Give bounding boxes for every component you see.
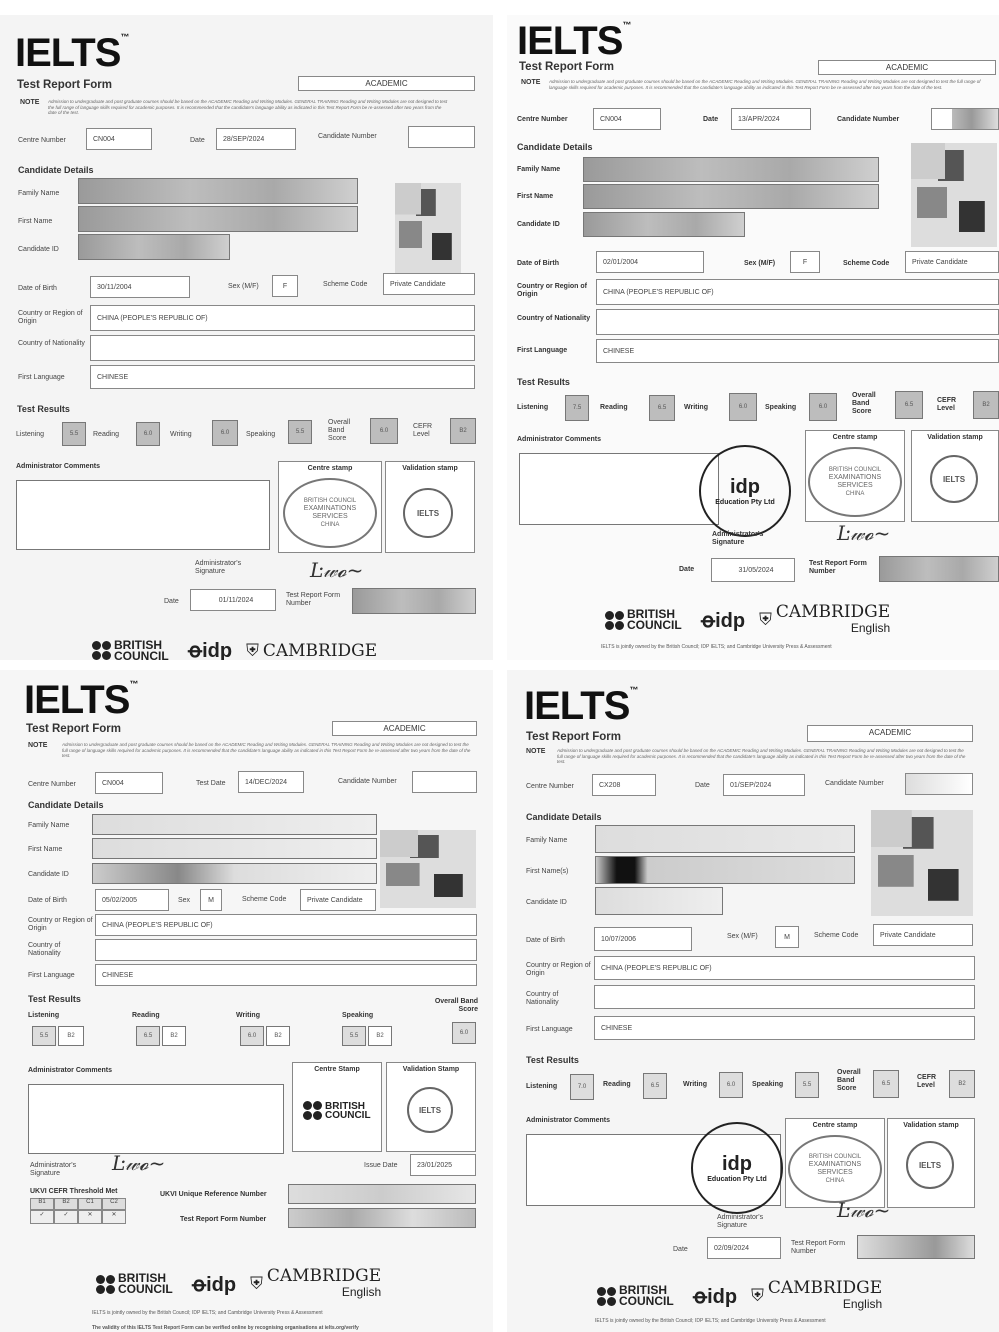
family-name-label: Family Name (526, 837, 568, 844)
sex-label: Sex (M/F) (744, 260, 776, 267)
centre-stamp-box (805, 430, 905, 522)
reading-label: Reading (132, 1012, 160, 1019)
ielts-validation-stamp: IELTS (403, 488, 453, 538)
scheme-code-field: Private Candidate (383, 273, 475, 295)
cefr-score: B2 (949, 1070, 975, 1098)
trf-number-redacted (288, 1208, 476, 1228)
ielts-validation-stamp: IELTS (906, 1141, 954, 1189)
note-label: NOTE (521, 79, 541, 86)
admin-signature: Ŀ𝓌𝓸~ (112, 1151, 166, 1175)
ielts-logo: IELTS™ (524, 684, 638, 728)
writing-label: Writing (236, 1012, 260, 1019)
stamp-ring-text: BRITISH COUNCIL (808, 1154, 862, 1160)
ukvi-mark-b1: ✓ (30, 1210, 54, 1224)
listening-score: 7.5 (565, 395, 589, 421)
centre-stamp-label: Centre stamp (307, 465, 353, 472)
note-text: Admission to undergraduate and post graduate courses should be based on the ACADEMIC Reading and Writing Modules. GENERAL TRAINING Reading and Writing Modules are not designed to test the full range of language skills required for academic purposes. It is recommended that the candidate's language ability as indicated in this Test Report Form be re-assessed after two years from the date of the test. (557, 748, 966, 764)
dob-field: 10/07/2006 (594, 927, 692, 951)
writing-score: 6.0 (212, 420, 238, 446)
ukvi-threshold-label: UKVI CEFR Threshold Met (30, 1188, 118, 1195)
centre-stamp-label: Centre stamp (832, 434, 878, 441)
reading-score: 6.0 (136, 422, 160, 446)
origin-label: Country or Region of Origin (28, 917, 93, 932)
listening-score: 7.0 (570, 1074, 594, 1100)
british-council-logo: BRITISH COUNCIL (605, 609, 687, 631)
listening-label: Listening (16, 431, 45, 438)
candidate-number-field (905, 773, 973, 795)
ukvi-level-b2: B2 (54, 1198, 78, 1210)
stamp-ring-text: BRITISH COUNCIL (828, 467, 882, 473)
idp-logo: ꝋidp (701, 609, 746, 632)
overall-score: 6.5 (895, 391, 923, 419)
test-results-heading: Test Results (517, 377, 570, 387)
reading-score: 6.5 (643, 1073, 667, 1099)
form-title: Test Report Form (26, 723, 121, 735)
candidate-photo-redacted (395, 183, 461, 273)
scheme-code-field: Private Candidate (873, 924, 973, 946)
centre-stamp-label: Centre stamp (812, 1122, 858, 1129)
admin-signature-label: Administrator's Signature (717, 1214, 764, 1229)
footer-logos (92, 638, 377, 660)
origin-field: CHINA (PEOPLE'S REPUBLIC OF) (594, 956, 975, 980)
stamp-bottom-text: CHINA (845, 491, 865, 497)
writing-score: 6.0 (719, 1072, 743, 1098)
reading-label: Reading (603, 1081, 631, 1088)
idp-stamp-logo: idp (722, 1153, 752, 1175)
speaking-score: 5.5 (795, 1072, 819, 1098)
candidate-details-heading: Candidate Details (526, 812, 602, 822)
dob-label: Date of Birth (18, 285, 57, 292)
origin-field: CHINA (PEOPLE'S REPUBLIC OF) (596, 279, 999, 305)
candidate-id-label: Candidate ID (28, 871, 69, 878)
origin-field: CHINA (PEOPLE'S REPUBLIC OF) (90, 305, 475, 331)
sex-label: Sex (M/F) (727, 933, 758, 940)
candidate-number-label: Candidate Number (338, 778, 397, 785)
note-text: Admission to undergraduate and post graduate courses should be based on the ACADEMIC Reading and Writing Modules. GENERAL TRAINING Reading and Writing Modules are not designed to test the full range of language skills required for academic purposes. It is recommended that the candidate's language ability as indicated in this Test Report Form be re-assessed after two years from the date of the test. (62, 742, 471, 758)
first-language-field: CHINESE (596, 339, 999, 363)
speaking-label: Speaking (246, 431, 276, 438)
reading-cefr: B2 (162, 1026, 186, 1046)
reading-score: 6.5 (649, 395, 675, 421)
module-box: ACADEMIC (807, 725, 973, 742)
footer-logos (605, 604, 890, 636)
form-title: Test Report Form (526, 731, 621, 743)
reading-score: 6.5 (136, 1026, 160, 1046)
overall-score: 6.5 (873, 1070, 899, 1098)
speaking-score: 5.5 (342, 1026, 366, 1046)
candidate-number-label: Candidate Number (837, 116, 900, 123)
listening-label: Listening (517, 404, 549, 411)
test-results-heading: Test Results (526, 1055, 579, 1065)
note-label: NOTE (28, 742, 48, 749)
first-language-field: CHINESE (95, 964, 477, 986)
validation-stamp-box (385, 461, 475, 553)
nationality-label: Country of Nationality (526, 991, 559, 1006)
date-label: Date (190, 137, 205, 144)
centre-number-field: CN004 (593, 108, 661, 130)
family-name-redacted (583, 157, 879, 182)
first-name-label: First Name (18, 218, 53, 225)
sex-label: Sex (M/F) (228, 283, 259, 290)
sex-field: M (775, 926, 799, 948)
issue-date-label: Date (164, 598, 179, 605)
trf-number-label: Test Report Form Number (180, 1216, 267, 1223)
trf-number-label: Test Report Form Number (286, 592, 341, 607)
date-field: 14/DEC/2024 (238, 771, 304, 793)
speaking-cefr: B2 (368, 1026, 392, 1046)
candidate-details-heading: Candidate Details (517, 142, 593, 152)
writing-score: 6.0 (729, 393, 757, 421)
stamp-bottom-text: CHINA (825, 1178, 845, 1184)
admin-signature-label: Administrator's Signature (712, 531, 764, 546)
dob-field: 02/01/2004 (596, 251, 704, 273)
ukvi-ref-label: UKVI Unique Reference Number (160, 1191, 267, 1198)
centre-stamp-box (292, 1062, 382, 1152)
candidate-id-label: Candidate ID (18, 246, 59, 253)
origin-label: Country or Region of Origin (526, 962, 591, 977)
trf-form-3 (0, 670, 493, 1332)
first-name-label: First Name (517, 193, 554, 200)
admin-signature: Ŀ𝓌𝓸~ (310, 558, 364, 582)
note-label: NOTE (526, 748, 546, 755)
candidate-id-label: Candidate ID (517, 221, 560, 228)
family-name-label: Family Name (28, 822, 70, 829)
candidate-number-field (931, 108, 999, 130)
centre-number-field: CX208 (592, 774, 656, 796)
admin-signature-label: Administrator's Signature (195, 560, 242, 575)
overall-label: Overall Band Score (852, 392, 876, 415)
cambridge-logo: ⛨ CAMBRIDGE (246, 640, 378, 660)
validation-stamp-box (887, 1118, 975, 1208)
dob-field: 05/02/2005 (95, 889, 169, 911)
admin-signature: Ŀ𝓌𝓸~ (837, 1198, 891, 1222)
issue-date-label: Date (673, 1246, 688, 1253)
cefr-score: B2 (450, 418, 476, 444)
candidate-details-heading: Candidate Details (28, 800, 104, 810)
nationality-field (90, 335, 475, 361)
trf-form-1 (0, 15, 493, 660)
candidate-number-label: Candidate Number (825, 780, 884, 787)
writing-score: 6.0 (240, 1026, 264, 1046)
validation-stamp-label: Validation stamp (927, 434, 983, 441)
family-name-redacted (92, 814, 377, 835)
writing-label: Writing (684, 404, 708, 411)
first-name-label: First Name(s) (526, 868, 569, 875)
stamp-ring-text: BRITISH COUNCIL (303, 498, 357, 504)
centre-number-label: Centre Number (517, 116, 568, 123)
ownership-note: IELTS is jointly owned by the British Council; IDP IELTS; and Cambridge University Press & Assessment (595, 1318, 826, 1324)
ownership-note: IELTS is jointly owned by the British Council; IDP IELTS; and Cambridge University Press & Assessment (92, 1310, 323, 1316)
note-text: Admission to undergraduate and post graduate courses should be based on the ACADEMIC Reading and Writing Modules. GENERAL TRAINING Reading and Writing Modules are not designed to test the full range of language skills required for academic purposes. It is recommended that the candidate's language ability as indicated in this Test Report Form be re-assessed after two years from the date of the test. (48, 99, 448, 115)
date-label: Date (703, 116, 719, 123)
date-label: Date (695, 782, 710, 789)
first-name-redacted (78, 206, 358, 232)
overall-score: 6.0 (370, 418, 398, 444)
admin-signature: Ŀ𝓌𝓸~ (837, 521, 891, 545)
writing-label: Writing (170, 431, 192, 438)
centre-number-label: Centre Number (18, 137, 66, 144)
idp-logo: ꝋidp (188, 640, 233, 660)
candidate-id-redacted (78, 234, 230, 260)
listening-score: 5.5 (32, 1026, 56, 1046)
ukvi-level-c2: C2 (102, 1198, 126, 1210)
nationality-field (594, 985, 975, 1009)
scheme-code-label: Scheme Code (814, 932, 859, 939)
candidate-id-redacted (92, 863, 377, 884)
overall-label: Overall Band Score (434, 998, 478, 1013)
cambridge-logo: ⛨ CAMBRIDGE English (759, 602, 891, 635)
admin-comments-label: Administrator Comments (28, 1067, 113, 1074)
family-name-redacted (595, 825, 855, 853)
centre-number-label: Centre Number (526, 783, 574, 790)
first-language-label: First Language (517, 347, 568, 354)
stamp-center-text: EXAMINATIONS SERVICES (828, 474, 882, 489)
origin-field: CHINA (PEOPLE'S REPUBLIC OF) (95, 914, 477, 936)
validation-stamp-label: Validation stamp (402, 465, 458, 472)
dob-field: 30/11/2004 (90, 276, 190, 298)
overall-label: Overall Band Score (837, 1069, 861, 1092)
validity-note: The validity of this IELTS Test Report Form can be verified online by recognising organisations at ielts.org/verify (92, 1325, 359, 1331)
test-results-heading: Test Results (17, 404, 70, 414)
centre-stamp-box (785, 1118, 885, 1208)
trf-form-4 (507, 670, 999, 1332)
issue-date-label: Issue Date (364, 1162, 398, 1169)
test-results-heading: Test Results (28, 994, 81, 1004)
cefr-score: B2 (973, 391, 999, 419)
sex-field: F (272, 275, 298, 297)
validation-stamp-box (386, 1062, 476, 1152)
nationality-field (95, 939, 477, 961)
date-field: 28/SEP/2024 (216, 128, 296, 150)
stamp-center-text: EXAMINATIONS SERVICES (303, 505, 357, 520)
candidate-photo-redacted (871, 810, 973, 916)
ukvi-level-c1: C1 (78, 1198, 102, 1210)
stamp-bottom-text: CHINA (320, 522, 340, 528)
candidate-number-label: Candidate Number (318, 133, 377, 140)
admin-signature-label: Administrator's Signature (30, 1162, 77, 1177)
ukvi-mark-c2: ✕ (102, 1210, 126, 1224)
candidate-id-redacted (595, 887, 723, 915)
scheme-code-label: Scheme Code (323, 281, 368, 288)
british-council-stamp: BRITISH COUNCIL (303, 1101, 365, 1120)
first-language-field: CHINESE (594, 1016, 975, 1040)
dob-label: Date of Birth (526, 937, 565, 944)
dob-label: Date of Birth (28, 897, 67, 904)
scheme-code-label: Scheme Code (843, 260, 890, 267)
idp-stamp-ring: Education Pty Ltd (707, 1176, 767, 1183)
trf-number-redacted (879, 556, 999, 582)
idp-logo: ꝋidp (192, 1273, 237, 1296)
reading-label: Reading (600, 404, 628, 411)
ukvi-mark-b2: ✓ (54, 1210, 78, 1224)
listening-label: Listening (526, 1083, 558, 1090)
idp-education-stamp (699, 445, 791, 537)
candidate-number-field (412, 771, 477, 793)
module-box: ACADEMIC (298, 76, 475, 91)
sex-field: M (200, 889, 222, 911)
nationality-field (596, 309, 999, 335)
footer-logos (597, 1280, 882, 1312)
reading-label: Reading (93, 431, 120, 438)
first-name-redacted (595, 856, 855, 884)
sex-label: Sex (178, 897, 191, 904)
british-council-logo: BRITISH COUNCIL (597, 1285, 679, 1307)
overall-score: 6.0 (452, 1022, 476, 1044)
form-title: Test Report Form (17, 79, 112, 91)
validation-stamp-box (911, 430, 999, 522)
validation-stamp-label: Validation Stamp (402, 1066, 460, 1073)
first-name-label: First Name (28, 846, 63, 853)
british-council-logo: BRITISH COUNCIL (96, 1273, 178, 1295)
candidate-details-heading: Candidate Details (18, 165, 94, 175)
writing-label: Writing (683, 1081, 707, 1088)
examinations-services-stamp (808, 447, 902, 517)
candidate-photo-redacted (911, 143, 997, 247)
ielts-validation-stamp: IELTS (407, 1087, 453, 1133)
note-text: Admission to undergraduate and post graduate courses should be based on the ACADEMIC Reading and Writing Modules. GENERAL TRAINING Reading and Writing Modules are not designed to test the full range of language skills required for academic purposes. It is recommended that the candidate's language ability as indicated in this Test Report Form be re-assessed after two years from the date of the test. (549, 79, 981, 90)
family-name-label: Family Name (517, 166, 561, 173)
ielts-validation-stamp: IELTS (930, 455, 978, 503)
trf-form-2 (507, 15, 999, 660)
family-name-label: Family Name (18, 190, 60, 197)
trf-number-redacted (857, 1235, 975, 1259)
family-name-redacted (78, 178, 358, 204)
scheme-code-field: Private Candidate (300, 889, 376, 911)
idp-logo: ꝋidp (693, 1285, 738, 1308)
admin-comments-label: Administrator Comments (526, 1117, 611, 1124)
ielts-logo: IELTS™ (517, 19, 631, 63)
note-label: NOTE (20, 99, 40, 106)
ownership-note: IELTS is jointly owned by the British Council; IDP IELTS; and Cambridge University Press & Assessment (601, 644, 832, 650)
speaking-label: Speaking (342, 1012, 374, 1019)
first-language-label: First Language (526, 1026, 573, 1033)
admin-comments-label: Administrator Comments (517, 436, 602, 443)
admin-comments-label: Administrator Comments (16, 463, 101, 470)
date-field: 01/SEP/2024 (723, 774, 805, 796)
examinations-services-stamp (283, 478, 377, 548)
first-language-label: First Language (28, 972, 75, 979)
writing-cefr: B2 (266, 1026, 290, 1046)
dob-label: Date of Birth (517, 260, 559, 267)
ukvi-level-b1: B1 (30, 1198, 54, 1210)
examinations-services-stamp (788, 1135, 882, 1203)
footer-logos (96, 1268, 381, 1300)
date-label: Test Date (196, 780, 226, 787)
sex-field: F (790, 251, 820, 273)
candidate-photo-redacted (380, 830, 476, 908)
admin-comments-box (28, 1084, 284, 1154)
speaking-score: 5.5 (288, 420, 312, 444)
trf-number-label: Test Report Form Number (809, 560, 867, 575)
issue-date-field: 02/09/2024 (707, 1237, 781, 1259)
listening-label: Listening (28, 1012, 60, 1019)
centre-number-field: CN004 (95, 772, 163, 794)
nationality-label: Country of Nationality (28, 942, 61, 957)
trf-number-redacted (352, 588, 476, 614)
trf-number-label: Test Report Form Number (791, 1240, 846, 1255)
cambridge-logo: ⛨ CAMBRIDGE English (751, 1278, 883, 1311)
speaking-score: 6.0 (809, 393, 837, 421)
idp-stamp-logo: idp (730, 476, 760, 498)
issue-date-field: 01/11/2024 (190, 589, 276, 611)
origin-label: Country or Region of Origin (517, 283, 587, 298)
first-name-redacted (92, 838, 377, 859)
cefr-label: CEFR Level (917, 1074, 937, 1089)
candidate-id-label: Candidate ID (526, 899, 567, 906)
scheme-code-field: Private Candidate (905, 251, 999, 273)
nationality-label: Country of Nationality (18, 340, 85, 347)
candidate-id-redacted (583, 212, 745, 237)
origin-label: Country or Region of Origin (18, 310, 83, 325)
idp-education-stamp (691, 1122, 783, 1214)
ukvi-mark-c1: ✕ (78, 1210, 102, 1224)
listening-score: 5.5 (62, 422, 86, 446)
date-field: 13/APR/2024 (731, 108, 811, 130)
ielts-logo: IELTS™ (24, 678, 138, 722)
idp-stamp-ring: Education Pty Ltd (715, 499, 775, 506)
issue-date-label: Date (679, 566, 695, 573)
cefr-label: CEFR Level (413, 423, 433, 438)
cefr-label: CEFR Level (937, 397, 957, 412)
centre-stamp-label: Centre Stamp (314, 1066, 360, 1073)
issue-date-field: 31/05/2024 (711, 558, 795, 582)
scheme-code-label: Scheme Code (242, 896, 287, 903)
admin-comments-box (16, 480, 270, 550)
nationality-label: Country of Nationality (517, 315, 591, 322)
speaking-label: Speaking (765, 404, 797, 411)
ielts-logo: IELTS™ (15, 31, 129, 75)
stamp-center-text: EXAMINATIONS SERVICES (808, 1161, 862, 1176)
centre-number-field: CN004 (86, 128, 152, 150)
form-title: Test Report Form (519, 61, 614, 73)
ukvi-ref-redacted (288, 1184, 476, 1204)
overall-label: Overall Band Score (328, 419, 351, 442)
module-box: ACADEMIC (332, 721, 477, 736)
first-name-redacted (583, 184, 879, 209)
centre-stamp-box (278, 461, 382, 553)
validation-stamp-label: Validation stamp (903, 1122, 959, 1129)
admin-comments-box (519, 453, 719, 525)
issue-date-field: 23/01/2025 (410, 1154, 476, 1176)
british-council-logo: BRITISH COUNCIL (92, 640, 174, 661)
candidate-number-field (408, 126, 475, 148)
first-language-field: CHINESE (90, 365, 475, 389)
cambridge-logo: ⛨ CAMBRIDGE English (250, 1266, 382, 1299)
speaking-label: Speaking (752, 1081, 784, 1088)
centre-number-label: Centre Number (28, 781, 76, 788)
first-language-label: First Language (18, 374, 65, 381)
module-box: ACADEMIC (818, 60, 996, 75)
listening-cefr: B2 (58, 1026, 84, 1046)
